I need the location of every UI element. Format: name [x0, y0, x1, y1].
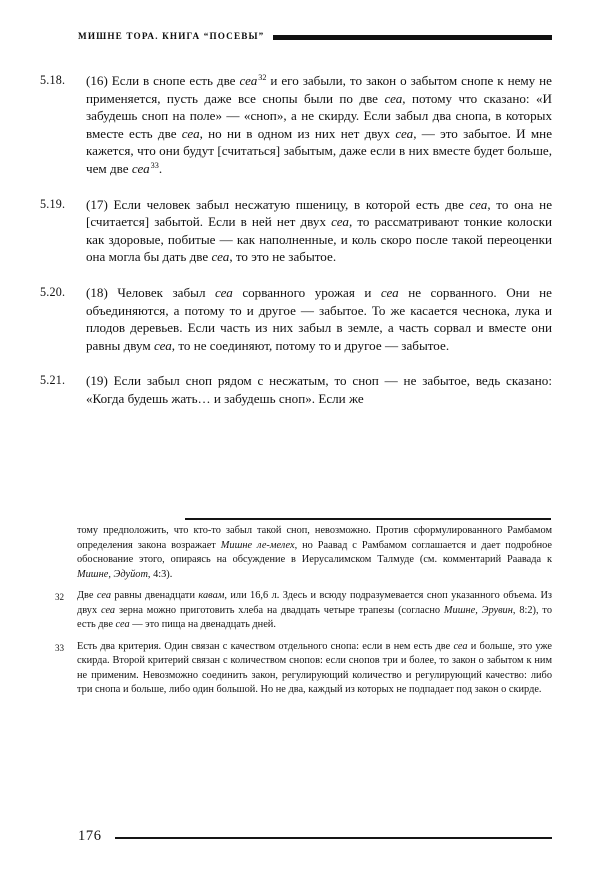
folio-rule: [115, 837, 552, 839]
halakha-body: (18) Человек забыл сеа сорванного урожая и сеа не сорванного. Они не объединяются, а потому то и другое — забытое. То же касается чеснока, лука и плодов деревьев. Если часть из них забыл в земле, а часть сорвал и вместе они равны двум сеа, то не соединяют, потому то и другое — забытое.: [86, 284, 552, 353]
footnote-marker: 32: [55, 592, 65, 602]
running-head-title: МИШНЕ ТОРА. КНИГА “ПОСЕВЫ”: [78, 31, 265, 41]
page-number: 176: [78, 827, 102, 844]
footnote-body: Есть два критерия. Один связан с качеством отдельного снопа: если в нем есть две сеа и больше, это уже скирда. Второй критерий связан с количеством снопов: если снопов три и более, то закон о забытом к ним не применим. Невозможно соединить закон, регулирующий количество и регулирующий качество: либо три снопа и больше, либо один большой. Но не два, каждый из которых не подпадает под закон о скирде.: [77, 640, 552, 695]
halakha-number: 5.18.: [40, 73, 66, 87]
running-head: [78, 26, 552, 46]
footnote-continuation: [40, 524, 552, 582]
halakha-number: 5.21.: [40, 373, 66, 388]
folio: [78, 826, 552, 846]
halakha-paragraph: [40, 284, 552, 354]
halakha-paragraph: [40, 196, 552, 266]
footnote-body: тому предположить, что кто-то забыл такой сноп, невозможно. Против сформулированного Рамбамом определения закона возражает Мишне ле-мелех, но Раавад с Рамбамом соглашается и дает подробное обоснование этого, опираясь на обсуждение в Иерусалимском Талмуде (см. комментарий Раавада к Мишне, Эдуйот, 4:3).: [77, 525, 553, 580]
halakha-body: (19) Если забыл сноп рядом с несжатым, то сноп — не забытое, ведь сказано: «Когда будешь жать… и забудешь сноп». Если же: [86, 373, 552, 406]
footnote-item: [40, 640, 552, 698]
footnote-body: Две сеа равны двенадцати кавам, или 16,6 л. Здесь и всюду подразумевается сноп указанного объема. Из двух сеа зерна можно приготовить хлеба на двадцать четыре трапезы (согласно Мишне, Эрувин, 8:2), то есть две сеа — это пища на двенадцать дней.: [77, 590, 553, 630]
halakha-body: (17) Если человек забыл несжатую пшеницу, в которой есть две сеа, то она не [считается] забытой. Если в ней нет двух сеа, то рассматривают тонкие колоски как здоровые, побитые — как наполненные, и коль скоро после такой переоценки она могла бы дать две сеа, то это не забытое.: [86, 196, 553, 265]
footnote-marker: [40, 524, 77, 525]
footnote-separator: [185, 518, 551, 520]
main-text-column: [40, 72, 552, 426]
halakha-paragraph: [40, 372, 552, 407]
halakha-number: 5.20.: [40, 284, 66, 299]
halakha-body: (16) Если в снопе есть две сеа$^{32}$ и его забыли, то закон о забытом снопе к нему не применяется, пусть даже все снопы были по две сеа, потому что сказано: «И забудешь сноп на поле» — «сноп», а не скирду. Если забыл два снопа, в которых вместе есть две сеа, но ни в одном из них нет двух сеа, — это забытое. И мне кажется, что они будут [считаться] забытым, даже если в них вместе будет больше, чем две сеа$^{33}$.: [86, 72, 553, 176]
halakha-paragraph: [40, 72, 552, 178]
running-head-rule: [273, 35, 552, 40]
halakha-number: 5.19.: [40, 196, 66, 211]
footnote-marker: 33: [55, 642, 65, 653]
footnote-item: [40, 589, 552, 633]
footnote-column: [40, 524, 552, 705]
